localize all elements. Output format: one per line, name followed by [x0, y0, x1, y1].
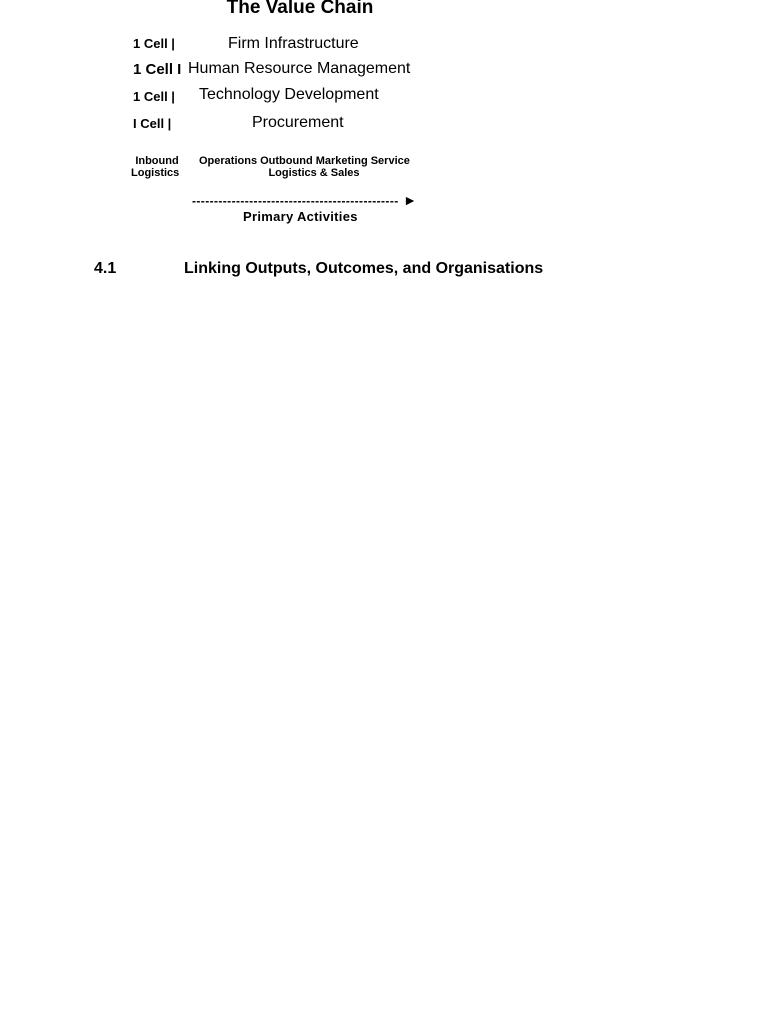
primary-activity-labels: Operations Outbound Marketing Service Logistics & Sales: [199, 155, 410, 179]
arrow-line: -----------------------------------------------: [192, 194, 399, 208]
support-activity-label: Firm Infrastructure: [228, 35, 359, 52]
cell-label: 1 Cell I: [133, 61, 182, 78]
primary-activities-caption: Primary Activities: [243, 209, 358, 224]
arrow-right-icon: ►: [403, 192, 417, 208]
support-activity-label: Technology Development: [199, 86, 379, 103]
cell-label: 1 Cell |: [133, 89, 175, 104]
support-activity-label: Human Resource Management: [188, 60, 411, 77]
section-number: 4.1: [94, 260, 117, 277]
section-title: Linking Outputs, Outcomes, and Organisations: [184, 260, 544, 277]
page-title: The Value Chain: [226, 0, 374, 18]
cell-label: 1 Cell |: [133, 36, 175, 51]
cell-label: I Cell |: [133, 116, 172, 131]
inbound-logistics-label: Inbound Logistics: [131, 155, 180, 179]
support-activity-label: Procurement: [252, 114, 344, 131]
primary-activities-arrow: [192, 192, 417, 210]
